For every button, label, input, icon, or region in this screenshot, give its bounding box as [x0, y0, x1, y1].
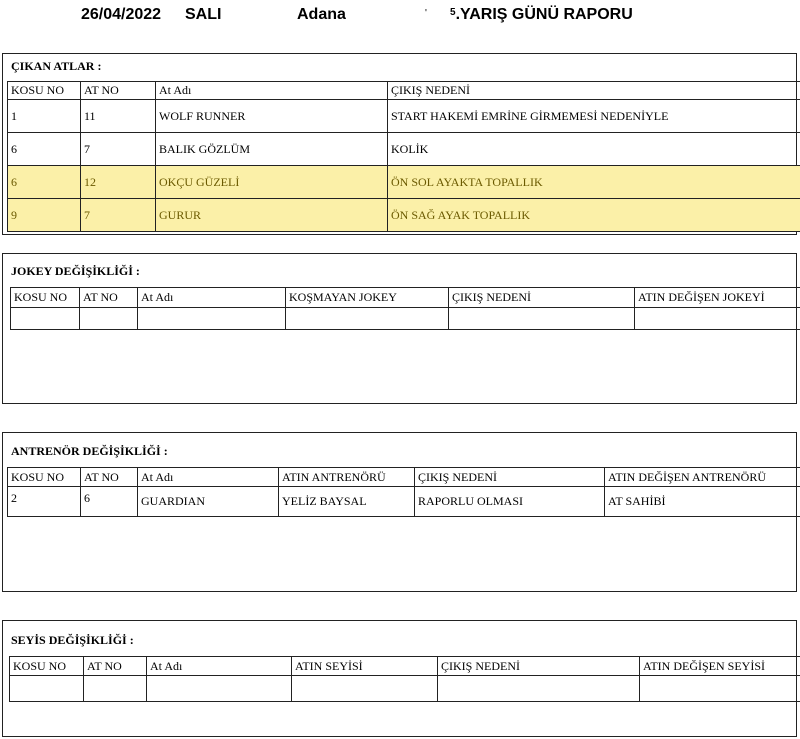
- cell-at-adi: GUARDIAN: [138, 487, 279, 517]
- race-day-number: 5: [450, 7, 456, 18]
- col-cikis-nedeni: ÇIKIŞ NEDENİ: [449, 288, 635, 308]
- report-title: [450, 6, 633, 24]
- cell-cikis-nedeni: START HAKEMİ EMRİNE GİRMEMESİ NEDENİYLE: [388, 100, 800, 133]
- col-at-adi: At Adı: [138, 468, 279, 487]
- cell-at-no: 6: [81, 487, 138, 517]
- col-atin-degisen-jokeyi: ATIN DEĞİŞEN JOKEYİ: [635, 288, 800, 308]
- col-at-adi: At Adı: [138, 288, 286, 308]
- antrenor-degisikligi-title: ANTRENÖR DEĞİŞİKLİĞİ :: [11, 444, 168, 458]
- col-at-no: AT NO: [81, 82, 156, 100]
- empty-cell: [138, 308, 286, 330]
- empty-cell: [286, 308, 449, 330]
- table-row-empty: [11, 308, 800, 330]
- col-kosu-no: KOSU NO: [10, 657, 84, 676]
- seyis-degisikligi-table: [9, 656, 800, 702]
- table-row-empty: [10, 676, 800, 702]
- empty-cell: [84, 676, 147, 702]
- empty-cell: [11, 308, 80, 330]
- col-cikis-nedeni: ÇIKIŞ NEDENİ: [415, 468, 605, 487]
- empty-cell: [292, 676, 438, 702]
- cell-at-adi: OKÇU GÜZELİ: [156, 166, 388, 199]
- col-kosu-no: KOSU NO: [8, 468, 81, 487]
- antrenor-degisikligi-table: [7, 467, 800, 517]
- seyis-degisikligi-panel: [2, 620, 797, 737]
- report-city: Adana: [297, 6, 346, 23]
- col-cikis-nedeni: ÇIKIŞ NEDENİ: [438, 657, 640, 676]
- seyis-degisikligi-title: SEYİS DEĞİŞİKLİĞİ :: [11, 633, 134, 647]
- jokey-degisikligi-table: [10, 287, 800, 330]
- col-at-no: AT NO: [81, 468, 138, 487]
- empty-cell: [438, 676, 640, 702]
- report-title-text: .YARIŞ GÜNÜ RAPORU: [455, 6, 633, 23]
- col-atin-degisen-seyisi: ATIN DEĞİŞEN SEYİSİ: [640, 657, 800, 676]
- cell-atin-antrenoru: YELİZ BAYSAL: [279, 487, 415, 517]
- cell-at-adi: WOLF RUNNER: [156, 100, 388, 133]
- cell-at-no: 11: [81, 100, 156, 133]
- col-atin-degisen-antrenoru: ATIN DEĞİŞEN ANTRENÖRÜ: [605, 468, 800, 487]
- col-at-adi: At Adı: [156, 82, 388, 100]
- cell-kosu-no: 6: [8, 133, 81, 166]
- cell-kosu-no: 9: [8, 199, 81, 232]
- col-kosu-no: KOSU NO: [8, 82, 81, 100]
- col-cikis-nedeni: ÇIKIŞ NEDENİ: [388, 82, 800, 100]
- report-day: SALI: [185, 6, 222, 23]
- empty-cell: [449, 308, 635, 330]
- empty-cell: [640, 676, 800, 702]
- col-at-no: AT NO: [84, 657, 147, 676]
- cell-cikis-nedeni: KOLİK: [388, 133, 800, 166]
- cell-at-no: 12: [81, 166, 156, 199]
- table-header-row: [11, 288, 800, 308]
- antrenor-degisikligi-panel: [2, 432, 797, 592]
- cell-kosu-no: 2: [8, 487, 81, 517]
- cell-at-adi: GURUR: [156, 199, 388, 232]
- table-header-row: [8, 82, 800, 100]
- cell-cikis-nedeni: RAPORLU OLMASI: [415, 487, 605, 517]
- col-at-adi: At Adı: [147, 657, 292, 676]
- cikan-atlar-panel: [2, 53, 797, 235]
- cell-at-no: 7: [81, 199, 156, 232]
- col-atin-antrenoru: ATIN ANTRENÖRÜ: [279, 468, 415, 487]
- empty-cell: [10, 676, 84, 702]
- table-row: [8, 487, 800, 517]
- col-at-no: AT NO: [80, 288, 138, 308]
- empty-cell: [80, 308, 138, 330]
- cell-kosu-no: 6: [8, 166, 81, 199]
- cell-atin-degisen-antrenoru: AT SAHİBİ: [605, 487, 800, 517]
- table-header-row: [8, 468, 800, 487]
- table-header-row: [10, 657, 800, 676]
- cell-at-no: 7: [81, 133, 156, 166]
- header-mark: ': [425, 8, 427, 19]
- jokey-degisikligi-panel: [2, 253, 797, 404]
- jokey-degisikligi-title: JOKEY DEĞİŞİKLİĞİ :: [11, 264, 140, 278]
- table-row: [8, 133, 800, 166]
- col-atin-seyisi: ATIN SEYİSİ: [292, 657, 438, 676]
- empty-cell: [635, 308, 800, 330]
- cikan-atlar-table: [7, 81, 800, 232]
- table-row: [8, 100, 800, 133]
- empty-cell: [147, 676, 292, 702]
- table-row-highlighted: [8, 199, 800, 232]
- col-kosu-no: KOSU NO: [11, 288, 80, 308]
- report-date: 26/04/2022: [81, 6, 162, 23]
- cell-cikis-nedeni: ÖN SAĞ AYAK TOPALLIK: [388, 199, 800, 232]
- cell-kosu-no: 1: [8, 100, 81, 133]
- cell-cikis-nedeni: ÖN SOL AYAKTA TOPALLIK: [388, 166, 800, 199]
- table-row-highlighted: [8, 166, 800, 199]
- cell-at-adi: BALIK GÖZLÜM: [156, 133, 388, 166]
- col-kosmayan-jokey: KOŞMAYAN JOKEY: [286, 288, 449, 308]
- cikan-atlar-title: ÇIKAN ATLAR :: [11, 59, 102, 73]
